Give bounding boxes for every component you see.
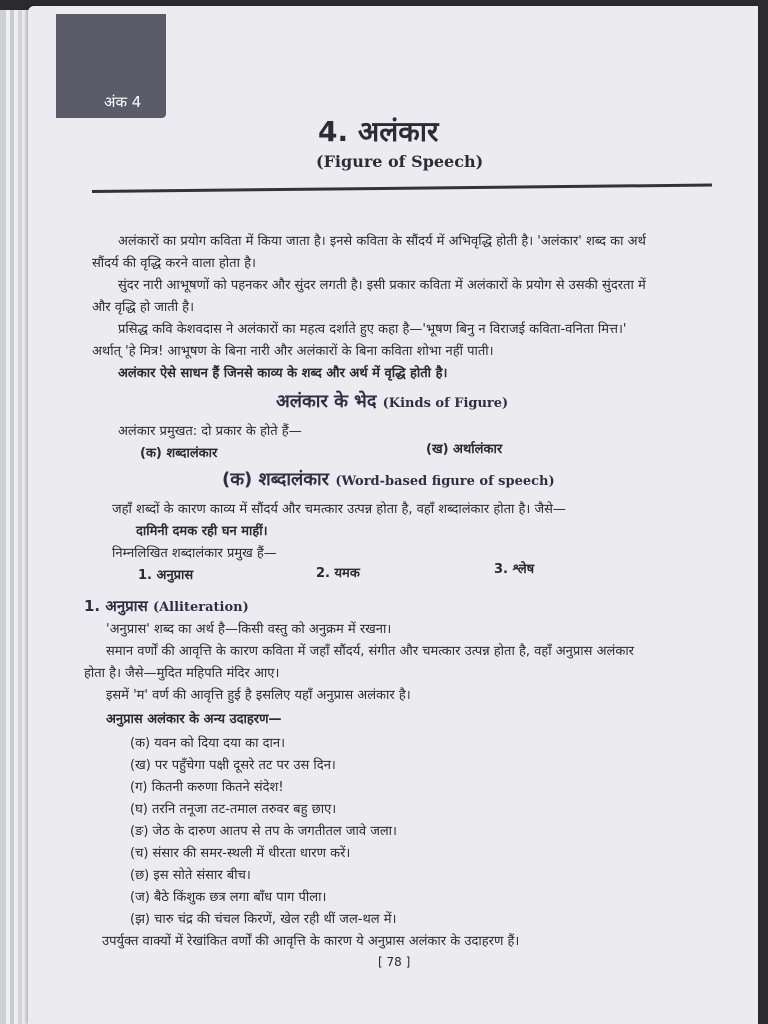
alliteration-definition: होता है। जैसे—मुदित महिपति मंदिर आए। xyxy=(84,666,280,681)
other-examples-heading: अनुप्रास अलंकार के अन्य उदाहरण— xyxy=(106,712,282,727)
word-heading-en: (Word-based figure of speech) xyxy=(335,474,555,489)
example-item: (ङ) जेठ के दारुण आतप से तप के जगतीतल जावे जला। xyxy=(130,824,397,839)
alliteration-heading-en: (Alliteration) xyxy=(152,600,249,615)
example-item: (ख) पर पहुँचेगा पक्षी दूसरे तट पर उस दिन। xyxy=(130,758,336,773)
word-example: दामिनी दमक रही घन माहीं। xyxy=(136,524,268,539)
kind-item: (ख) अर्थालंकार xyxy=(426,442,503,457)
example-item: (ज) बैठे किंशुक छत्र लगा बाँध पाग पीला। xyxy=(130,890,327,905)
example-item: (क) यवन को दिया दया का दान। xyxy=(130,736,286,751)
example-item: (घ) तरनि तनूजा तट-तमाल तरुवर बहु छाए। xyxy=(130,802,337,817)
alliteration-heading-hi: 1. अनुप्रास xyxy=(84,597,148,615)
alliteration-definition: समान वर्णों की आवृत्ति के कारण कविता में जहाँ सौंदर्य, संगीत और चमत्कार उत्पन्न होता है, वहाँ अनुप्रास अलंकार xyxy=(106,644,635,659)
alliteration-definition: 'अनुप्रास' शब्द का अर्थ है—किसी वस्तु को अनुक्रम में रखना। xyxy=(106,622,392,637)
chapter-subtitle: (Figure of Speech) xyxy=(316,152,484,171)
word-list-item: 3. श्लेष xyxy=(494,562,535,577)
chapter-title: 4. अलंकार xyxy=(318,115,439,148)
word-heading-hi: (क) शब्दालंकार xyxy=(222,469,330,490)
word-list-intro: निम्नलिखित शब्दालंकार प्रमुख हैं— xyxy=(112,546,277,561)
intro-line: और वृद्धि हो जाती है। xyxy=(92,300,195,315)
page-number: [ 78 ] xyxy=(378,955,411,969)
alliteration-heading xyxy=(84,598,249,616)
example-item: (ग) कितनी करुणा कितने संदेश! xyxy=(130,780,284,795)
word-heading xyxy=(222,469,555,490)
kinds-heading-hi: अलंकार के भेद xyxy=(276,391,377,412)
closing-note: उपर्युक्त वाक्यों में रेखांकित वर्णों की आवृत्ति के कारण ये अनुप्रास अलंकार के उदाहरण हैं। xyxy=(102,934,520,949)
example-item: (च) संसार की समर-स्थली में धीरता धारण करें। xyxy=(130,846,351,861)
kinds-heading-en: (Kinds of Figure) xyxy=(382,396,509,411)
word-definition: जहाँ शब्दों के कारण काव्य में सौंदर्य और चमत्कार उत्पन्न होता है, वहाँ शब्दालंकार होता है। जैसे— xyxy=(112,502,566,517)
kind-item: (क) शब्दालंकार xyxy=(140,446,218,461)
chapter-tab-label: अंक 4 xyxy=(104,93,142,111)
example-item: (छ) इस सोते संसार बीच। xyxy=(130,868,251,883)
example-item: (झ) चारु चंद्र की चंचल किरणें, खेल रही थीं जल-थल में। xyxy=(130,912,397,927)
intro-line: अलंकारों का प्रयोग कविता में किया जाता है। इनसे कविता के सौंदर्य में अभिवृद्धि होती है। 'अलंकार' शब्द का अर्थ xyxy=(118,234,646,249)
word-list-item: 1. अनुप्रास xyxy=(138,568,194,583)
intro-line: प्रसिद्ध कवि केशवदास ने अलंकारों का महत्व दर्शाते हुए कहा है—'भूषण बिनु न विराजई कविता-वनिता मित्त।' xyxy=(118,322,627,337)
alliteration-definition: इसमें 'म' वर्ण की आवृत्ति हुई है इसलिए यहाँ अनुप्रास अलंकार है। xyxy=(106,688,411,703)
chapter-tab xyxy=(56,14,166,118)
word-list-item: 2. यमक xyxy=(316,566,360,581)
intro-line: सौंदर्य की वृद्धि करने वाला होता है। xyxy=(92,256,256,271)
intro-line-bold: अलंकार ऐसे साधन हैं जिनसे काव्य के शब्द और अर्थ में वृद्धि होती है। xyxy=(118,366,448,381)
intro-line: सुंदर नारी आभूषणों को पहनकर और सुंदर लगती है। इसी प्रकार कविता में अलंकारों के प्रयोग से उसकी सुंदरता में xyxy=(118,278,646,293)
intro-line: अर्थात् 'हे मित्र! आभूषण के बिना नारी और अलंकारों के बिना कविता शोभा नहीं पाती। xyxy=(92,344,494,359)
kinds-heading xyxy=(276,391,509,412)
kinds-intro: अलंकार प्रमुखत: दो प्रकार के होते हैं— xyxy=(118,424,302,439)
